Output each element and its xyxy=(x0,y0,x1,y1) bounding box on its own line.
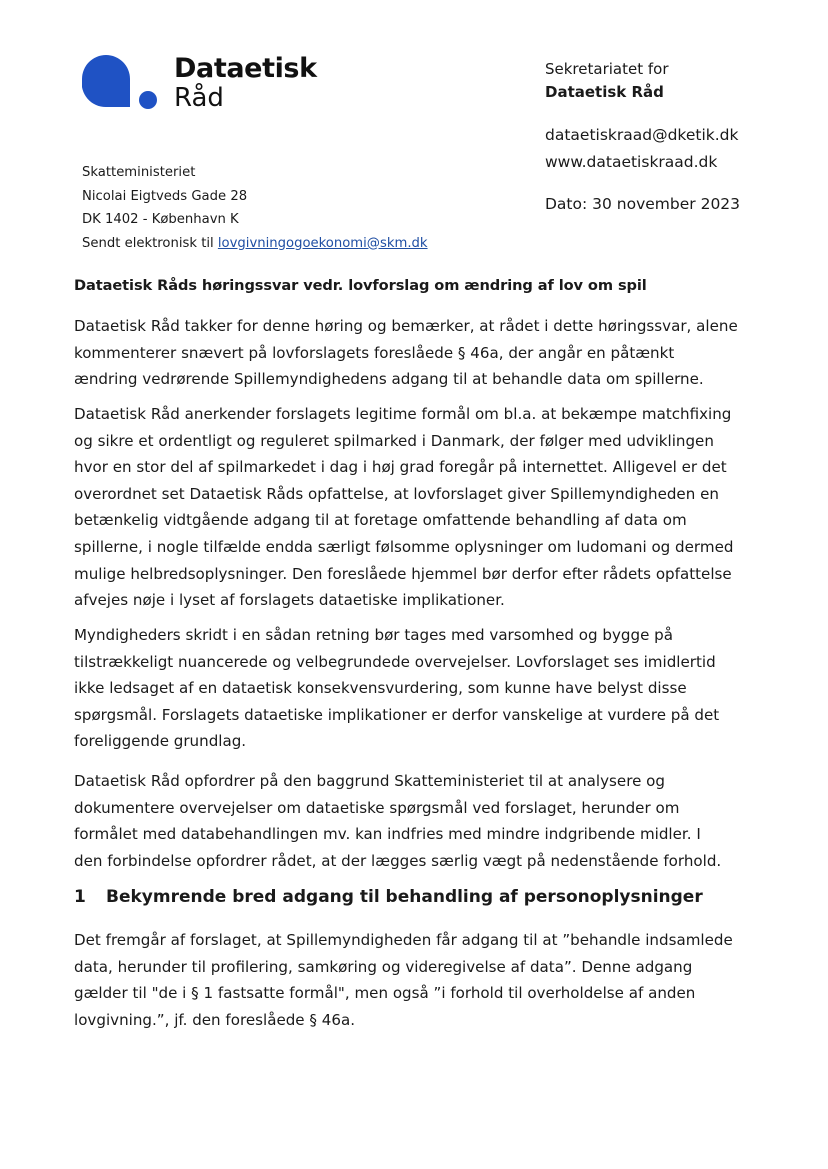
text-line: spillerne, i nogle tilfælde endda særligt følsomme oplysninger om ludomani og dermed xyxy=(74,537,734,556)
recipient-address xyxy=(82,161,428,255)
body-paragraph xyxy=(74,622,754,755)
section-number: 1 xyxy=(74,887,86,907)
text-line: ændring vedrørende Spillemyndighedens adgang til at behandle data om spillerne. xyxy=(74,370,704,389)
sender-org: Dataetisk Råd xyxy=(545,83,664,101)
contact-block xyxy=(545,122,739,176)
text-line: hvor en stor del af spilmarkedet i dag i høj grad foregår på internettet. Alligevel er det xyxy=(74,458,727,477)
text-line: kommenterer snævert på lovforslagets foreslåede § 46a, der angår en påtænkt xyxy=(74,343,675,362)
text-line: foreliggende grundlag. xyxy=(74,732,247,751)
body-paragraph xyxy=(74,313,754,393)
text-line: overordnet set Dataetisk Råds opfattelse, at lovforslaget giver Spillemyndigheden en xyxy=(74,484,719,503)
logo-word-raad: Råd xyxy=(174,83,224,113)
logo-word-dataetisk: Dataetisk xyxy=(174,53,317,84)
text-line: spørgsmål. Forslagets dataetiske implikationer er derfor vanskelige at vurdere på det xyxy=(74,705,720,724)
letter-date: Dato: 30 november 2023 xyxy=(545,195,741,213)
recipient-line: DK 1402 - København K xyxy=(82,212,239,227)
sender-line: Sekretariatet for xyxy=(545,60,669,78)
text-line: data, herunder til profilering, samkøring og videregivelse af data”. Denne adgang xyxy=(74,957,693,976)
text-line: lovgivning.”, jf. den foreslåede § 46a. xyxy=(74,1010,355,1029)
recipient-line: Skatteministeriet xyxy=(82,165,196,180)
contact-web: www.dataetiskraad.dk xyxy=(545,153,718,171)
text-line: tilstrækkeligt nuancerede og velbegrundede overvejelser. Lovforslaget ses imidlertid xyxy=(74,652,716,671)
text-line: Det fremgår af forslaget, at Spillemyndigheden får adgang til at ”behandle indsamlede xyxy=(74,931,733,949)
recipient-line xyxy=(82,232,428,256)
body-paragraph xyxy=(74,927,754,1033)
text-line: den forbindelse opfordrer rådet, at der lægges særlig vægt på nedenstående forhold. xyxy=(74,851,722,870)
text-line: Dataetisk Råd takker for denne høring og bemærker, at rådet i dette høringssvar, alene xyxy=(74,317,738,335)
text-line: gælder til "de i § 1 fastsatte formål", men også ”i forhold til overholdelse af anden xyxy=(74,984,696,1003)
body-paragraph xyxy=(74,768,754,874)
recipient-line: Nicolai Eigtveds Gade 28 xyxy=(82,188,248,204)
text-line: Dataetisk Råd anerkender forslagets legitime formål om bl.a. at bekæmpe matchfixing xyxy=(74,405,732,423)
text-line: Dataetisk Råd opfordrer på den baggrund Skatteministeriet til at analysere og xyxy=(74,772,665,790)
text-line: mulige helbredsoplysninger. Den foreslåede hjemmel bør derfor efter rådets opfattelse xyxy=(74,564,732,583)
contact-email: dataetiskraad@dketik.dk xyxy=(545,126,739,144)
sent-to-label: Sendt elektronisk til xyxy=(82,235,218,251)
text-line: formålet med databehandlingen mv. kan indfries med mindre indgribende midler. I xyxy=(74,825,701,844)
dataetisk-raad-logo xyxy=(82,55,322,115)
section-title: Bekymrende bred adgang til behandling af personoplysninger xyxy=(106,887,703,907)
text-line: og sikre et ordentligt og reguleret spilmarked i Danmark, der følger med udviklingen xyxy=(74,431,714,450)
section-heading xyxy=(74,887,703,907)
text-line: dokumentere overvejelser om dataetiske spørgsmål ved forslaget, herunder om xyxy=(74,798,680,817)
recipient-email-link[interactable]: lovgivningogoekonomi@skm.dk xyxy=(217,235,428,251)
text-line: ikke ledsaget af en dataetisk konsekvensvurdering, som kunne have belyst disse xyxy=(74,679,687,698)
document-title: Dataetisk Råds høringssvar vedr. lovforslag om ændring af lov om spil xyxy=(74,277,647,294)
body-paragraph xyxy=(74,401,754,614)
text-line: afvejes nøje i lyset af forslagets dataetiske implikationer. xyxy=(74,591,505,610)
text-line: betænkelig vidtgående adgang til at foretage omfattende behandling af data om xyxy=(74,511,687,530)
logo-mark-icon xyxy=(82,55,158,111)
sender-block xyxy=(545,58,669,104)
text-line: Myndigheders skridt i en sådan retning bør tages med varsomhed og bygge på xyxy=(74,626,674,644)
